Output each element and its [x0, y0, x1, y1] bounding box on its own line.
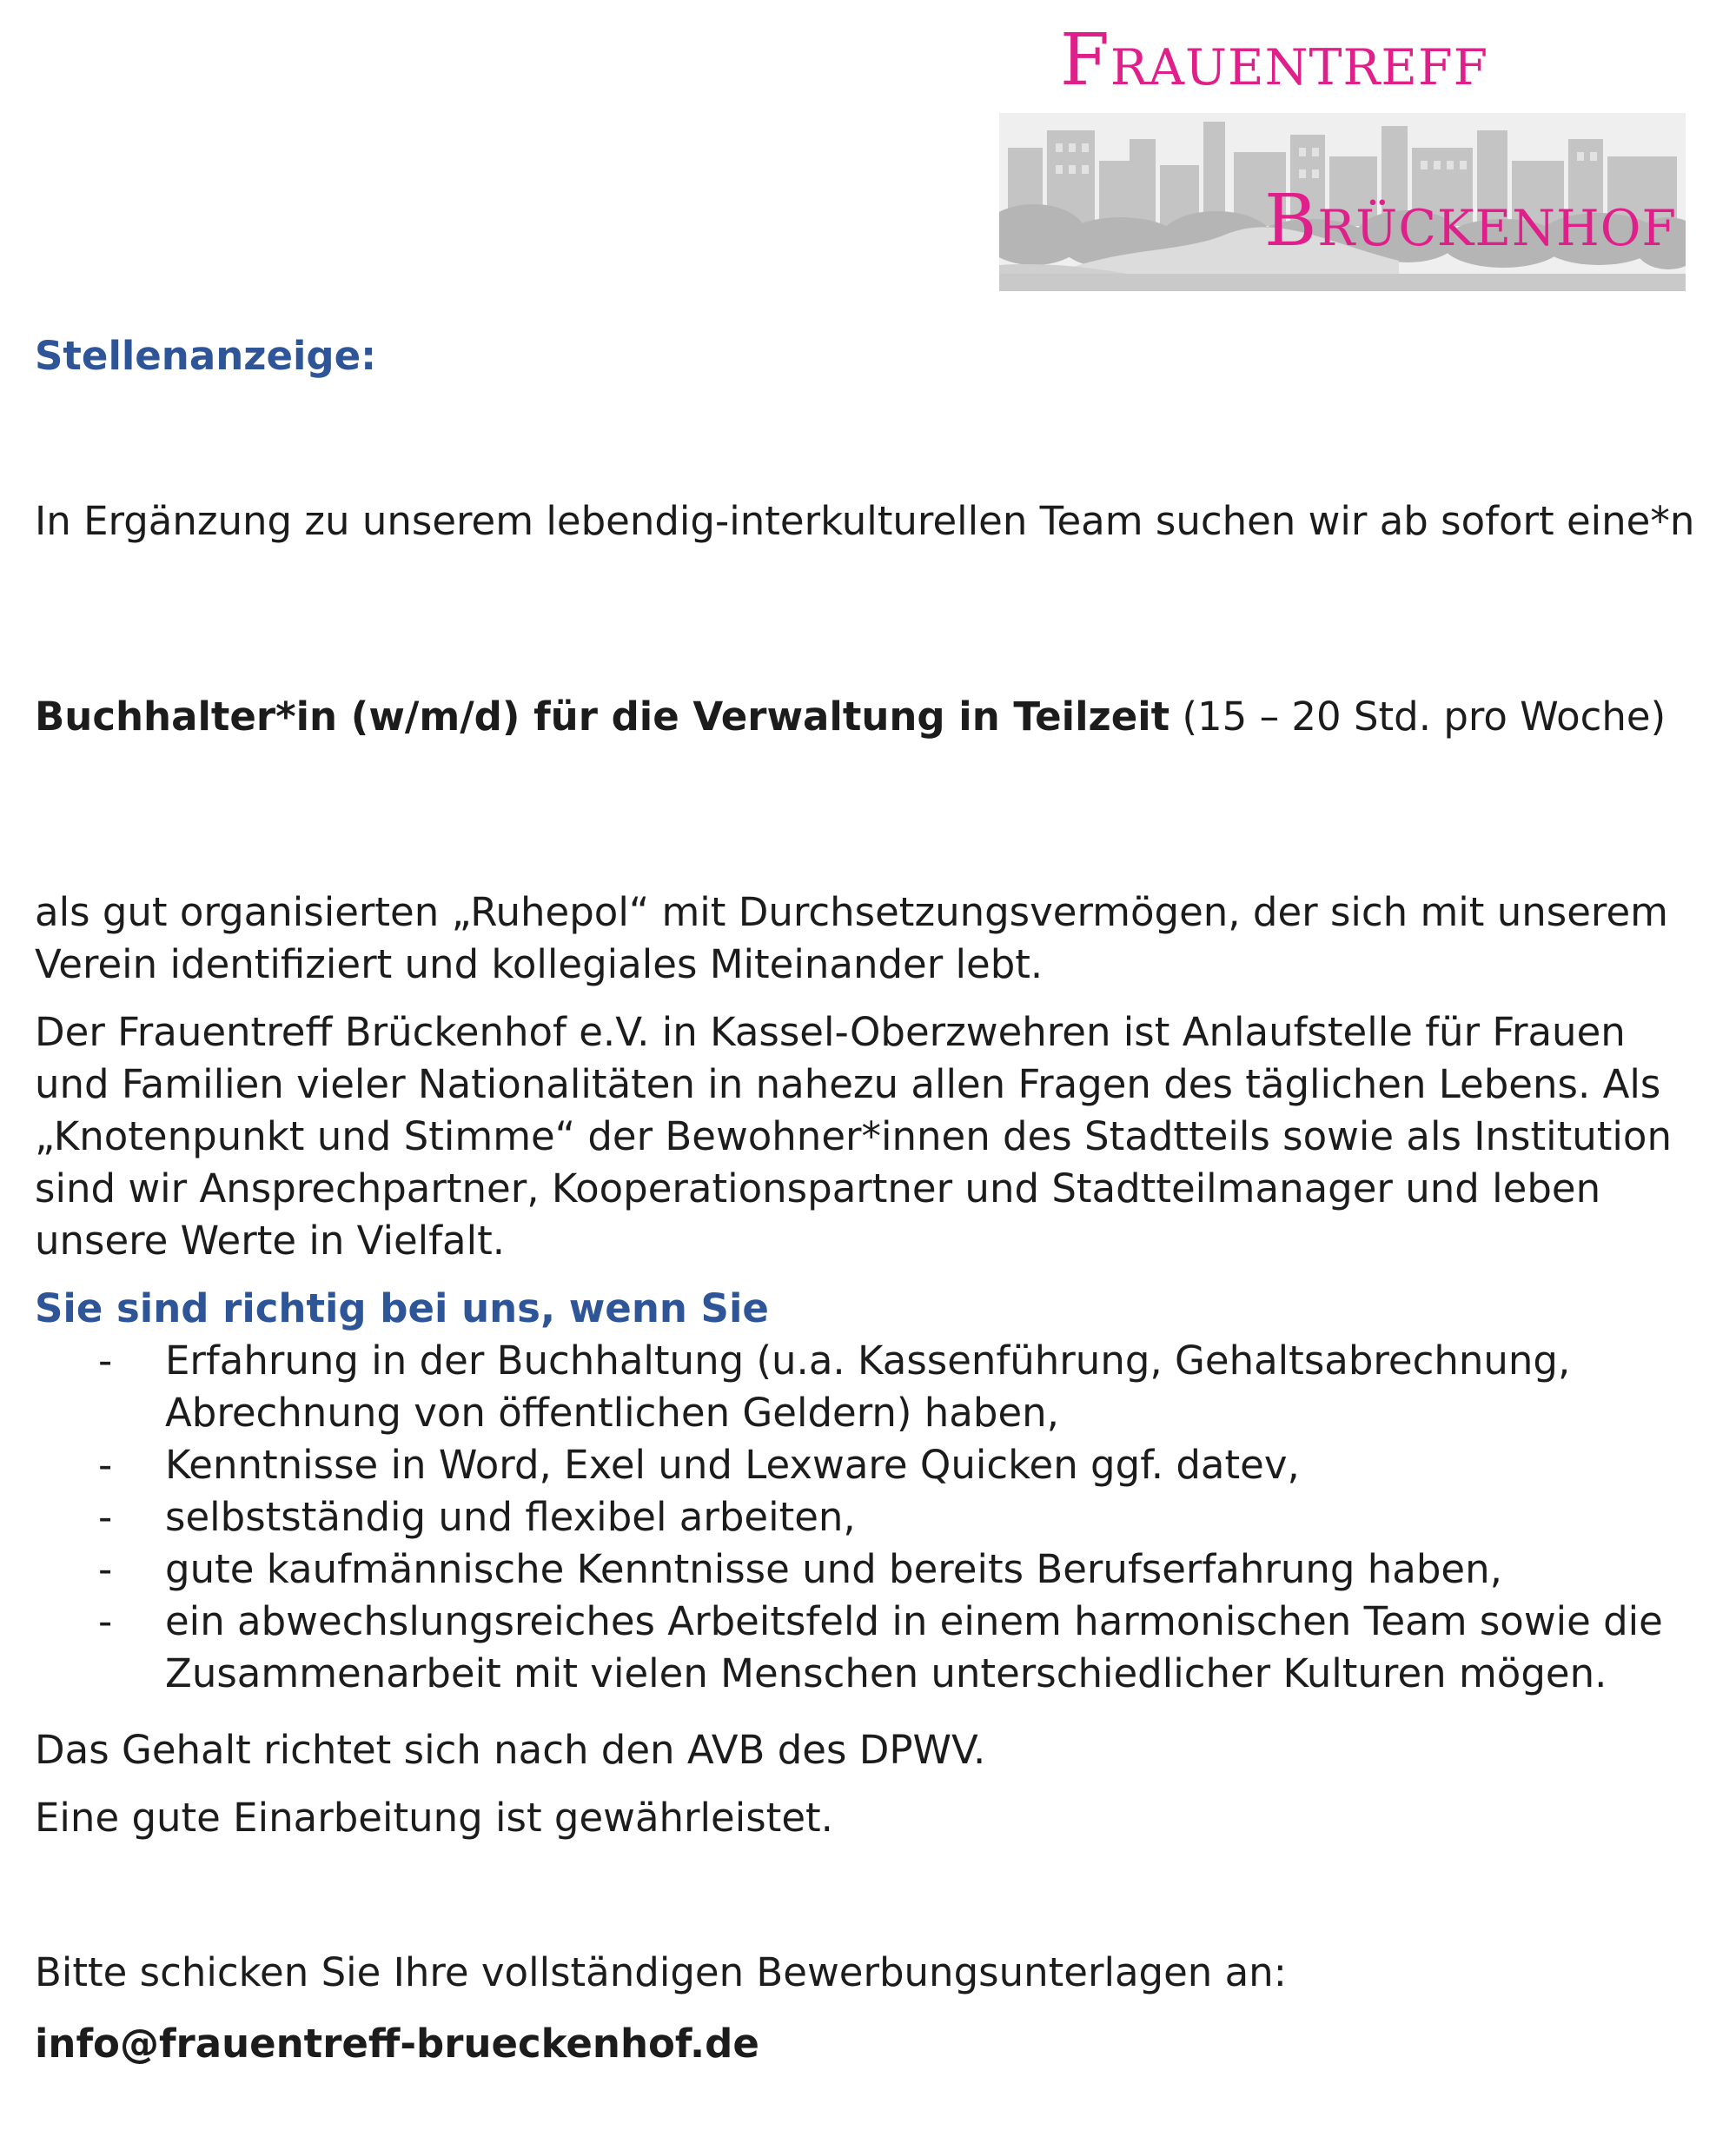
position-hours: (15 – 20 Std. pro Woche) — [1169, 694, 1666, 740]
requirement-text: selbstständig und flexibel arbeiten, — [165, 1494, 856, 1540]
requirement-text: ein abwechslungsreiches Arbeitsfeld in einem harmonischen Team sowie die Zusammenarbeit mit vielen Menschen unterschiedlicher Kulturen mögen. — [165, 1598, 1663, 1696]
salary-text: Das Gehalt richtet sich nach den AVB des DPWV. — [35, 1727, 986, 1773]
apply-instruction: Bitte schicken Sie Ihre vollständigen Bewerbungsunterlagen an: — [35, 1949, 1287, 1995]
position-title — [35, 691, 1703, 743]
requirements-heading: Sie sind richtig bei uns, wenn Sie — [35, 1285, 769, 1331]
logo — [999, 17, 1694, 295]
job-posting — [35, 330, 1703, 2070]
list-item — [35, 1335, 1703, 1439]
requirement-text: gute kaufmännische Kenntnisse und bereits Berufserfahrung haben, — [165, 1546, 1502, 1592]
posting-heading: Stellenanzeige: — [35, 333, 377, 379]
organization-description: Der Frauentreff Brückenhof e.V. in Kassel-Oberzwehren ist Anlaufstelle für Frauen und Familien vieler Nationalitäten in nahezu allen Fragen des täglichen Lebens. Als „Knotenpunkt und Stimme“ der Bewohner*innen des Stadtteils sowie als Institution sind wir Ansprechpartner, Kooperationspartner und Stadtteilmanager und leben unsere Werte in Vielfalt. — [35, 1009, 1672, 1264]
bullet-dash: - — [98, 1494, 113, 1540]
requirement-text: Kenntnisse in Word, Exel und Lexware Quicken ggf. datev, — [165, 1442, 1300, 1488]
intro-text: In Ergänzung zu unserem lebendig-interkulturellen Team suchen wir ab sofort eine*n — [35, 498, 1695, 544]
bullet-dash: - — [98, 1338, 113, 1384]
logo-title-brueckenhof: Brückenhof — [1264, 180, 1677, 262]
logo-title-frauentreff: Frauentreff — [1060, 19, 1489, 102]
requirement-text: Erfahrung in der Buchhaltung (u.a. Kassenführung, Gehaltsabrechnung, Abrechnung von öffentlichen Geldern) haben, — [165, 1338, 1571, 1436]
position-name: Buchhalter*in (w/m/d) für die Verwaltung in Teilzeit — [35, 694, 1170, 740]
list-item — [35, 1491, 1703, 1543]
onboarding-text: Eine gute Einarbeitung ist gewährleistet. — [35, 1795, 833, 1841]
list-item — [35, 1543, 1703, 1596]
bullet-dash: - — [98, 1598, 113, 1644]
list-item — [35, 1596, 1703, 1700]
list-item — [35, 1439, 1703, 1491]
requirements-list — [35, 1335, 1703, 1700]
bullet-dash: - — [98, 1546, 113, 1592]
contact-email[interactable]: info@frauentreff-brueckenhof.de — [35, 2021, 759, 2067]
profile-description: als gut organisierten „Ruhepol“ mit Durchsetzungsvermögen, der sich mit unserem Verein identifiziert und kollegiales Miteinander lebt. — [35, 889, 1668, 987]
bullet-dash: - — [98, 1442, 113, 1488]
